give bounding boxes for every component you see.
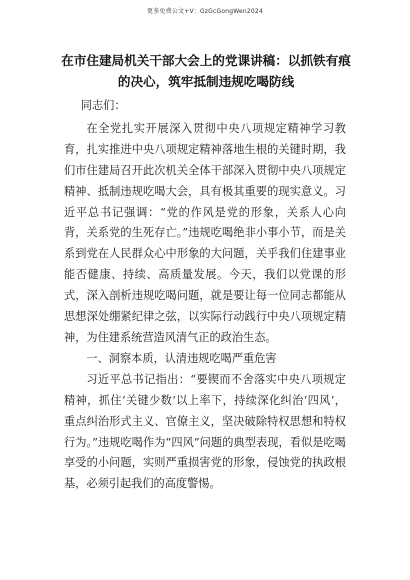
- salutation: 同志们：: [80, 99, 126, 112]
- document-body: [64, 96, 346, 495]
- body-paragraph: 在全党扎实开展深入贯彻中央八项规定精神学习教育，扎实推进中央八项规定精神落地生根的关键时期，我们市住建局召开此次机关全体干部深入贯彻中央八项规定精神、抵制违规吃喝大会，具有极其重要的现实意义。习近平总书记强调：“党的作风是党的形象，关系人心向背，关系党的生死存亡。”违规吃喝绝非小事小节，而是关系到党在人民群众心中形象的大问题，关乎我们住建事业能否健康、持续、高质量发展。今天，我们以党课的形式，深入剖析违规吃喝问题，就是要让每一位同志都能从思想深处绷紧纪律之弦，以实际行动践行中央八项规定精神，为住建系统营造风清气正的政治生态。: [64, 121, 346, 344]
- body-paragraph: 习近平总书记指出：“要锲而不舍落实中央八项规定精神，抓住‘关键少数’以上率下，持续深化纠治‘四风’，重点纠治形式主义、官僚主义，坚决破除特权思想和特权行为。”违规吃喝作为“四风”问题的典型表现，看似是吃喝享受的小问题，实则严重损害党的形象，侵蚀党的执政根基，必须引起我们的高度警惕。: [64, 372, 346, 491]
- header-watermark: 更多免费公文+V：GzGcGongWen2024: [147, 8, 263, 15]
- document-title: 在市住建局机关干部大会上的党课讲稿：以抓铁有痕的决心，筑牢抵制违规吃喝防线: [61, 53, 351, 89]
- section-heading: 一、洞察本质，认清违规吃喝严重危害: [86, 351, 277, 365]
